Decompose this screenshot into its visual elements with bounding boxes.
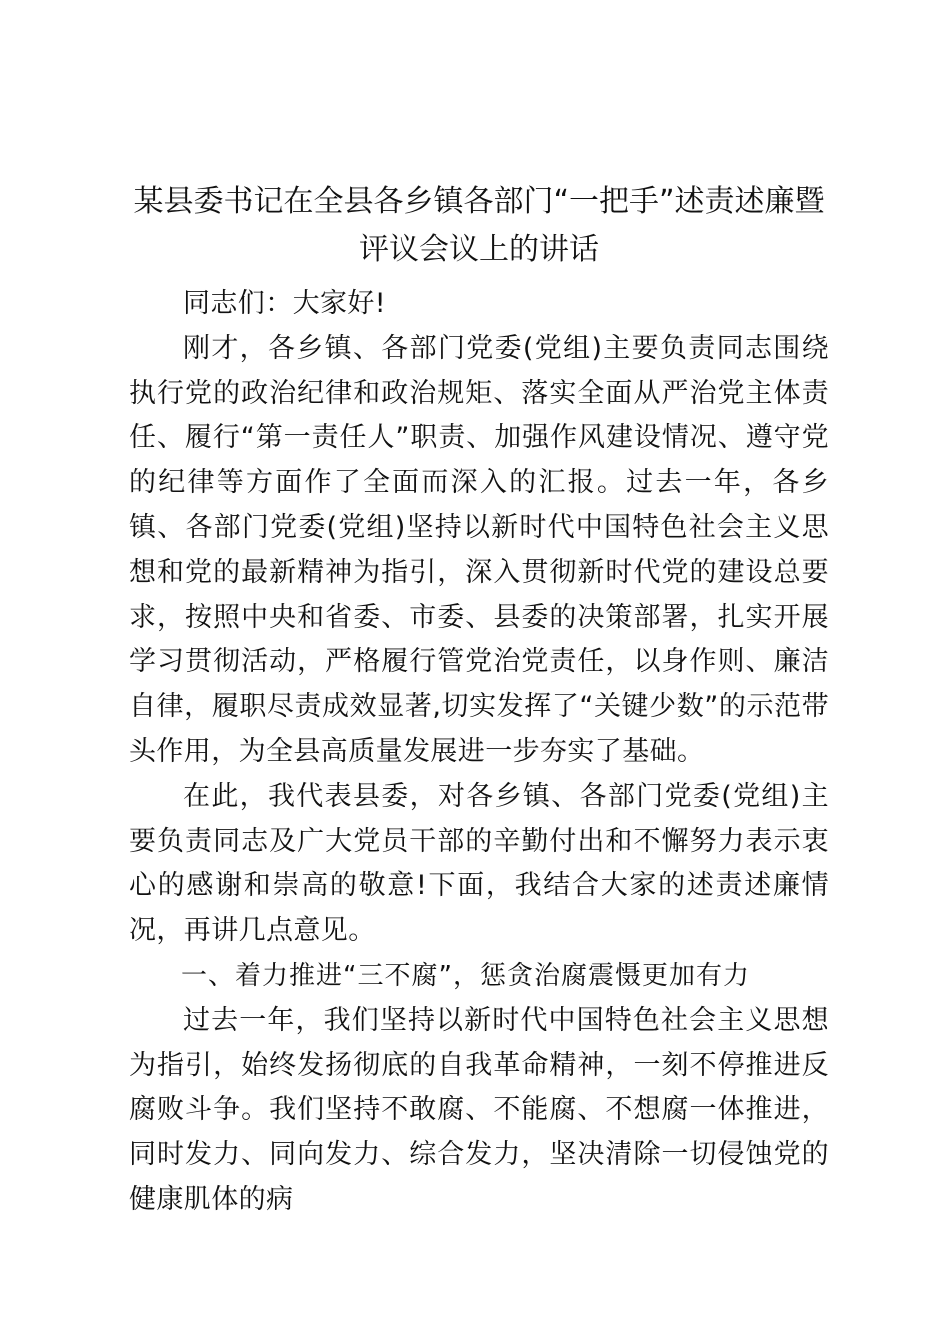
body-paragraph-1: 刚才，各乡镇、各部门党委(党组)主要负责同志围绕执行党的政治纪律和政治规矩、落实全面从严治党主体责任、履行“第一责任人”职责、加强作风建设情况、遵守党的纪律等方面作了全面而深入的汇报。过去一年，各乡镇、各部门党委(党组)坚持以新时代中国特色社会主义思想和党的最新精神为指引，深入贯彻新时代党的建设总要求，按照中央和省委、市委、县委的决策部署，扎实开展学习贯彻活动，严格履行管党治党责任，以身作则、廉洁自律，履职尽责成效显著,切实发挥了“关键少数”的示范带头作用，为全县高质量发展进一步夯实了基础。 [129,332,829,767]
document-title: 某县委书记在全县各乡镇各部门“一把手”述责述廉暨评议会议上的讲话 [133,184,825,267]
section-heading-1: 一、着力推进“三不腐”，惩贪治腐震慑更加有力 [181,960,750,991]
body-paragraph-2: 在此，我代表县委，对各乡镇、各部门党委(党组)主要负责同志及广大党员干部的辛勤付出和不懈努力表示衷心的感谢和崇高的敬意!下面，我结合大家的述责述廉情况，再讲几点意见。 [129,780,829,947]
section-paragraph-1: 过去一年，我们坚持以新时代中国特色社会主义思想为指引，始终发扬彻底的自我革命精神，一刻不停推进反腐败斗争。我们坚持不敢腐、不能腐、不想腐一体推进，同时发力、同向发力、综合发力，坚决清除一切侵蚀党的健康肌体的病 [129,1004,829,1215]
document-body [129,282,829,1223]
greeting-line: 同志们：大家好! [183,288,387,319]
